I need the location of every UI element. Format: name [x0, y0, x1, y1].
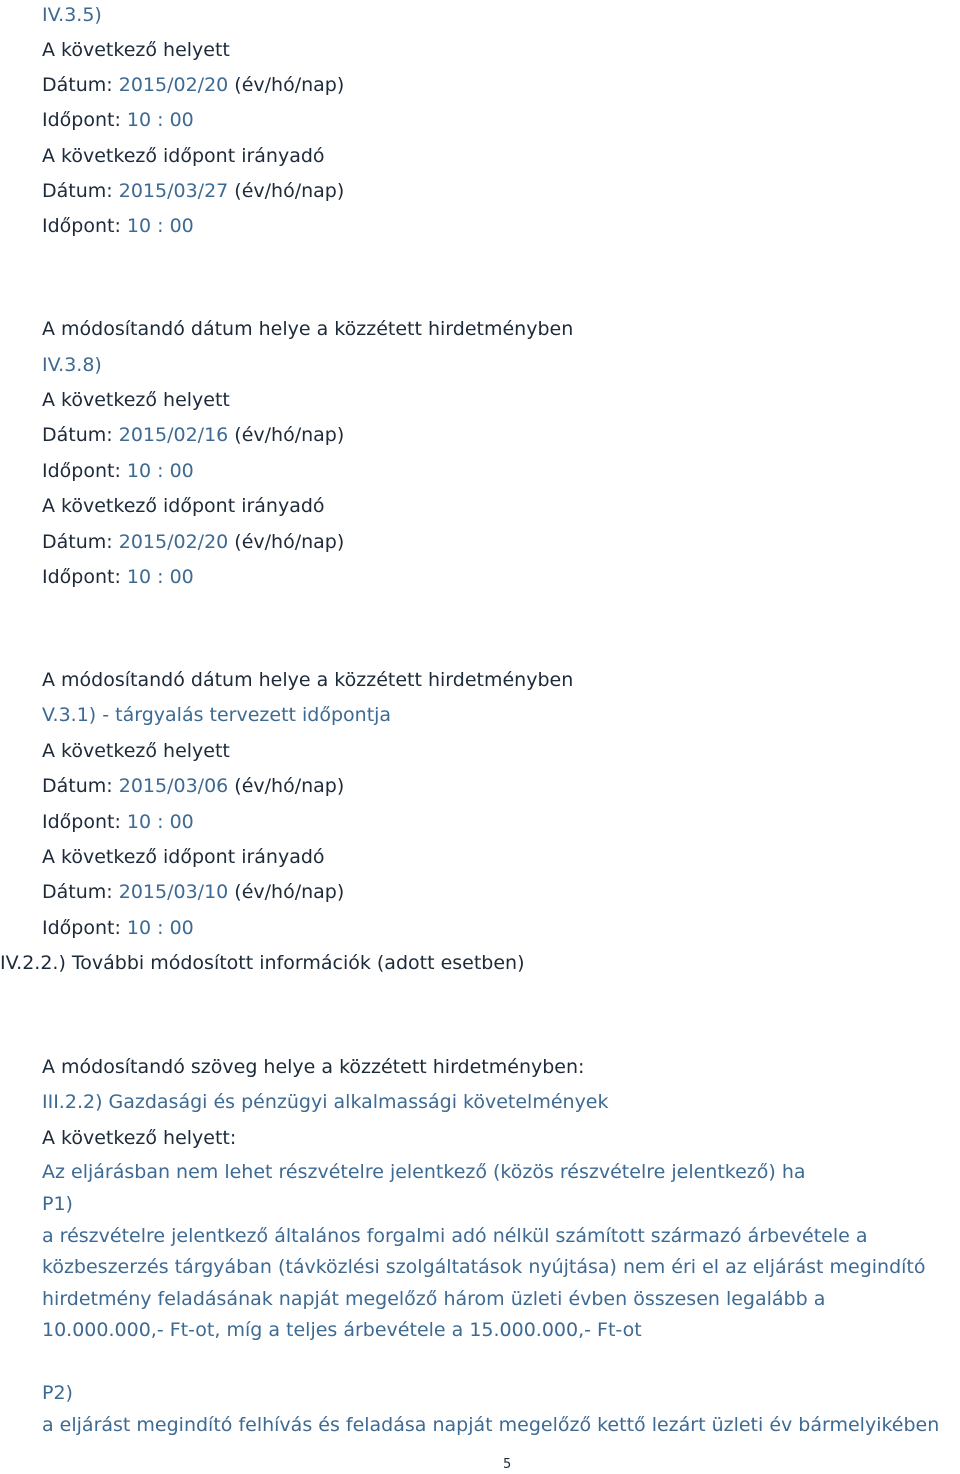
- valid-label: A következő időpont irányadó: [42, 495, 325, 517]
- page-number: 5: [503, 1457, 512, 1472]
- section-ref: V.3.1) - tárgyalás tervezett időpontja: [42, 704, 392, 726]
- date-label: Dátum:: [42, 180, 113, 202]
- time-label: Időpont:: [42, 566, 121, 588]
- old-date-value: 2015/03/06: [118, 775, 229, 797]
- time-label: Időpont:: [42, 811, 121, 833]
- old-date-value: 2015/02/16: [118, 424, 229, 446]
- time-label: Időpont:: [42, 917, 121, 939]
- date-label: Dátum:: [42, 424, 113, 446]
- old-date-value: 2015/02/20: [118, 74, 229, 96]
- old-date-line: [42, 73, 344, 97]
- new-date-line: [42, 530, 344, 554]
- new-time-line: [42, 916, 194, 940]
- change-place-label: A módosítandó dátum helye a közzétett hirdetményben: [42, 669, 574, 691]
- paragraph-line: hirdetmény feladásának napját megelőző három üzleti évben összesen legalább a: [42, 1288, 826, 1310]
- old-time-line: [42, 108, 194, 132]
- instead-label: A következő helyett:: [42, 1127, 237, 1149]
- paragraph-line: közbeszerzés tárgyában (távközlési szolgáltatások nyújtása) nem éri el az eljárást megindító: [42, 1256, 926, 1278]
- change-place-label: A módosítandó szöveg helye a közzétett hirdetményben:: [42, 1056, 585, 1078]
- old-date-line: [42, 423, 344, 447]
- new-time-value: 10 : 00: [126, 917, 194, 939]
- new-date-value: 2015/03/10: [118, 881, 229, 903]
- new-date-value: 2015/03/27: [118, 180, 229, 202]
- p2-label: P2): [42, 1382, 73, 1404]
- new-time-value: 10 : 00: [126, 215, 194, 237]
- instead-label: A következő helyett: [42, 740, 230, 762]
- date-format: (év/hó/nap): [234, 424, 345, 446]
- new-time-value: 10 : 00: [126, 566, 194, 588]
- date-format: (év/hó/nap): [234, 180, 345, 202]
- section-ref: IV.3.8): [42, 354, 102, 376]
- date-format: (év/hó/nap): [234, 881, 345, 903]
- paragraph-line: 10.000.000,- Ft-ot, míg a teljes árbevétele a 15.000.000,- Ft-ot: [42, 1319, 642, 1341]
- valid-label: A következő időpont irányadó: [42, 145, 325, 167]
- new-time-line: [42, 565, 194, 589]
- time-label: Időpont:: [42, 460, 121, 482]
- old-time-value: 10 : 00: [126, 109, 194, 131]
- date-format: (év/hó/nap): [234, 531, 345, 553]
- old-time-value: 10 : 00: [126, 460, 194, 482]
- date-label: Dátum:: [42, 74, 113, 96]
- old-date-line: [42, 774, 344, 798]
- new-time-line: [42, 214, 194, 238]
- section-ref: IV.3.5): [42, 4, 102, 26]
- section-heading: IV.2.2.) További módosított információk (adott esetben): [0, 952, 525, 974]
- paragraph-line: Az eljárásban nem lehet részvételre jelentkező (közös részvételre jelentkező) ha: [42, 1161, 806, 1183]
- time-label: Időpont:: [42, 109, 121, 131]
- old-time-line: [42, 459, 194, 483]
- change-place-label: A módosítandó dátum helye a közzétett hirdetményben: [42, 318, 574, 340]
- date-label: Dátum:: [42, 881, 113, 903]
- date-label: Dátum:: [42, 775, 113, 797]
- new-date-line: [42, 880, 344, 904]
- old-time-value: 10 : 00: [126, 811, 194, 833]
- paragraph-line: a eljárást megindító felhívás és feladása napját megelőző kettő lezárt üzleti év bármelyikében: [42, 1414, 940, 1436]
- p1-label: P1): [42, 1193, 73, 1215]
- section-ref: III.2.2) Gazdasági és pénzügyi alkalmassági követelmények: [42, 1091, 609, 1113]
- date-format: (év/hó/nap): [234, 74, 345, 96]
- old-time-line: [42, 810, 194, 834]
- date-label: Dátum:: [42, 531, 113, 553]
- instead-label: A következő helyett: [42, 389, 230, 411]
- time-label: Időpont:: [42, 215, 121, 237]
- paragraph-line: a részvételre jelentkező általános forgalmi adó nélkül számított származó árbevétele a: [42, 1225, 868, 1247]
- valid-label: A következő időpont irányadó: [42, 846, 325, 868]
- new-date-line: [42, 179, 344, 203]
- instead-label: A következő helyett: [42, 39, 230, 61]
- date-format: (év/hó/nap): [234, 775, 345, 797]
- new-date-value: 2015/02/20: [118, 531, 229, 553]
